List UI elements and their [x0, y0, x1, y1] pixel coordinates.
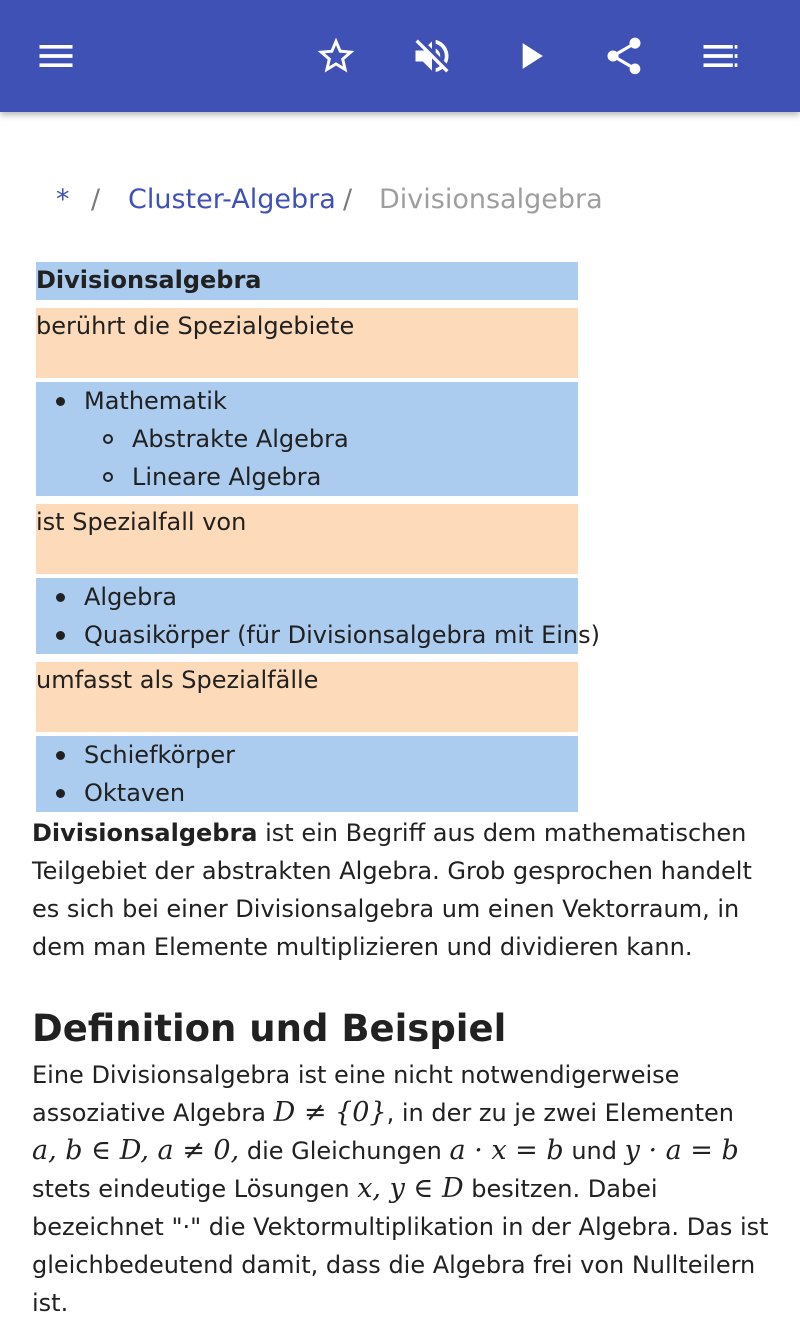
infobox-label-special-case-of: ist Spezialfall von	[36, 504, 578, 574]
definition-line	[32, 1056, 772, 1094]
bullet	[56, 593, 65, 602]
breadcrumb-separator: /	[343, 184, 353, 215]
share-icon[interactable]	[600, 32, 648, 80]
bullet	[103, 472, 113, 482]
formula: y · a = b	[624, 1135, 739, 1166]
text: Eine Divisionsalgebra ist eine nicht notwendigerweise	[32, 1061, 680, 1089]
intro-term: Divisionsalgebra	[32, 819, 258, 847]
list-item[interactable]: Lineare Algebra	[132, 463, 322, 491]
definition-line	[32, 1246, 772, 1322]
text: , in der zu je zwei Elementen	[386, 1099, 734, 1127]
definition-paragraph	[32, 1056, 772, 1322]
text: gleichbedeutend damit, dass die Algebra frei von Nullteilern ist.	[32, 1251, 756, 1317]
list-icon[interactable]	[696, 32, 744, 80]
breadcrumb-home[interactable]: *	[56, 184, 70, 215]
intro-paragraph	[32, 814, 772, 966]
formula: D ≠ {0}	[273, 1097, 387, 1128]
definition-line	[32, 1170, 772, 1208]
breadcrumb-separator: /	[91, 184, 101, 215]
volume-off-icon[interactable]	[408, 32, 456, 80]
app-toolbar	[0, 0, 800, 112]
list-item[interactable]: Mathematik	[84, 387, 227, 415]
bullet	[56, 789, 65, 798]
play-icon[interactable]	[506, 32, 554, 80]
formula: x, y ∈ D	[357, 1173, 464, 1204]
text: und	[571, 1137, 617, 1165]
bullet	[103, 434, 113, 444]
text: assoziative Algebra	[32, 1099, 266, 1127]
infobox-list-includes	[36, 736, 578, 812]
infobox-label-subject-areas: berührt die Spezialgebiete	[36, 308, 578, 378]
list-item[interactable]: Quasikörper (für Divisionsalgebra mit Eins)	[84, 621, 600, 649]
star-icon[interactable]	[312, 32, 360, 80]
text: stets eindeutige Lösungen	[32, 1175, 350, 1203]
definition-line	[32, 1132, 772, 1170]
list-item[interactable]: Abstrakte Algebra	[132, 425, 349, 453]
infobox-list-special-case-of	[36, 578, 600, 654]
menu-icon[interactable]	[32, 32, 80, 80]
text: besitzen. Dabei	[471, 1175, 658, 1203]
infobox-label-includes: umfasst als Spezialfälle	[36, 662, 578, 732]
formula: a, b ∈ D, a ≠ 0,	[32, 1135, 240, 1166]
list-item[interactable]: Schiefkörper	[84, 741, 235, 769]
breadcrumb-current: Divisionsalgebra	[379, 184, 603, 215]
bullet	[56, 751, 65, 760]
definition-line	[32, 1094, 772, 1132]
infobox-list-subject-areas	[36, 382, 578, 496]
section-heading: Definition und Beispiel	[32, 1007, 507, 1050]
breadcrumb-parent[interactable]: Cluster-Algebra	[128, 184, 336, 215]
infobox-title: Divisionsalgebra	[36, 262, 578, 300]
text: die Gleichungen	[239, 1137, 442, 1165]
text: bezeichnet "·" die Vektormultiplikation in der Algebra. Das ist	[32, 1213, 769, 1241]
list-item[interactable]: Algebra	[84, 583, 177, 611]
formula: a · x = b	[449, 1135, 564, 1166]
intro-text: ist ein Begriff aus dem mathematischen Teilgebiet der abstrakten Algebra. Grob gesprochen handelt es sich bei einer Divisionsalgebra um einen Vektorraum, in dem man Elemente multiplizieren und dividieren kann.	[32, 819, 752, 961]
list-item[interactable]: Oktaven	[84, 779, 186, 807]
definition-line	[32, 1208, 772, 1246]
bullet	[56, 397, 65, 406]
bullet	[56, 631, 65, 640]
